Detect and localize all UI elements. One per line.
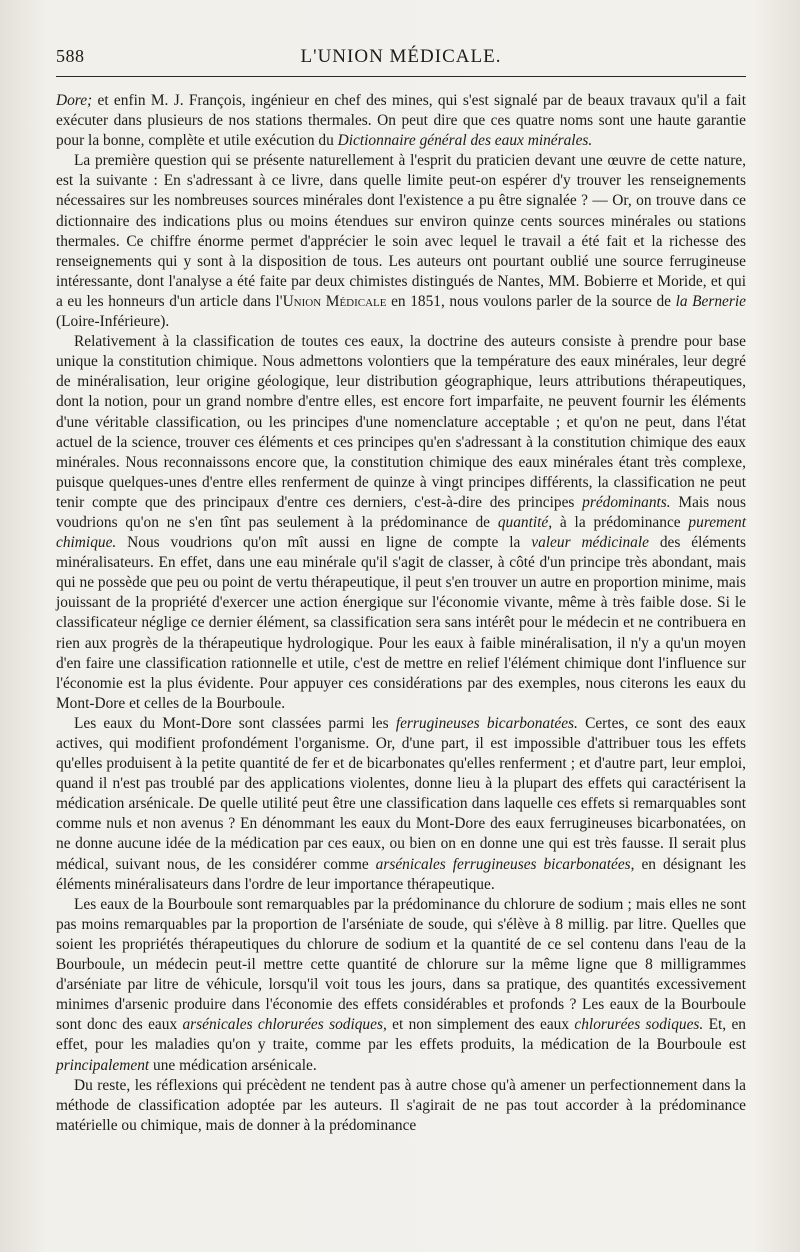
text-run: La première question qui se présente naturellement à l'esprit du praticien devant une œuvre de cette nature, est la suivante : En s'adressant à ce livre, dans quelle limite peut-on espérer d'y trouver les renseignements nécessaires sur les nombreuses sources minérales dont l'existence a pu être signalée ? — Or, on trouve dans ce dictionnaire des indications plus ou moins étendues sur environ quinze cents sources minérales ou stations thermales. Ce chiffre énorme permet d'apprécier le soin avec lequel le travail a été fait et la richesse des renseignements qui y sont à la disposition de tous. Les auteurs ont pourtant oublié une source ferrugineuse intéressante, dont l'analyse a été faite par deux chimistes distingués de Nantes, MM. Bobierre et Moride, et qui a eu les honneurs d'un article dans l' xyxy=(56,152,746,310)
text-run: et enfin M. J. François, ingénieur en chef des mines, qui s'est signalé par de beaux travaux qu'il a fait exécuter dans plusieurs de nos stations thermales. On peut dire que ces quatre noms sont une haute garantie pour la bonne, complète et utile exécution du xyxy=(56,92,746,150)
small-caps-text: Union Médicale xyxy=(282,292,387,310)
italic-text: la Bernerie xyxy=(675,292,746,310)
italic-text: Dictionnaire général des eaux minérales. xyxy=(337,132,593,150)
paragraph xyxy=(56,151,746,332)
text-run: Les eaux du Mont-Dore sont classées parmi les xyxy=(74,714,396,732)
text-run: à la prédominance xyxy=(552,513,689,531)
italic-text: principalement xyxy=(56,1056,150,1074)
italic-text: quantité, xyxy=(497,513,553,531)
italic-text: ferrugineuses bicarbonatées. xyxy=(395,714,578,732)
text-run: Du reste, les réflexions qui précèdent ne tendent pas à autre chose qu'à amener un perfectionnement dans la méthode de classification adoptée par les auteurs. Il s'agirait de ne pas tout accorder à la prédominance matérielle ou chimique, mais de donner à la prédominance xyxy=(56,1076,746,1134)
italic-text: arsénicales chlorurées sodiques, xyxy=(182,1016,387,1034)
text-run: Certes, ce sont des eaux actives, qui modifient profondément l'organisme. Or, d'une part, il est impossible d'attribuer tous les effets qu'elles produisent à la petite quantité de fer et de bicarbonates qu'elles renferment ; et d'autre part, leur emploi, quand il n'est pas troublé par des applications violentes, donne lieu à la plupart des effets qui caractérisent la médication arsénicale. De quelle utilité peut être une classification dans laquelle ces effets si remarquables sont comme nuls et non avenus ? En dénommant les eaux du Mont-Dore des eaux ferrugineuses bicarbonatées, on ne donne aucune idée de la médication par ces eaux, ou bien on en donne une qui est très fausse. Il serait plus médical, suivant nous, de les considérer comme xyxy=(56,714,746,873)
paragraph xyxy=(56,91,746,151)
text-run: et non simplement des eaux xyxy=(386,1016,575,1034)
italic-text: Dore; xyxy=(56,92,93,109)
text-run: (Loire-Inférieure). xyxy=(56,313,170,331)
paragraph xyxy=(56,895,746,1076)
text-run: Mais nous voudrions qu'on ne s'en tînt pas seulement à la prédominance de xyxy=(56,493,746,531)
text-run: Les eaux de la Bourboule sont remarquables par la prédominance du chlorure de sodium ; mais elles ne sont pas moins remarquables par la proportion de l'arséniate de soude, qui s'élève à 8 millig. par litre. Quelles que soient les propriétés thérapeutiques du chlorure de sodium et la quantité de ce sel contenu dans l'eau de la Bourboule, un médecin peut-il mettre cette quantité de chlorure sur la même ligne que 8 milligrammes d'arséniate par litre de véhicule, lorsqu'il voit tous les jours, dans sa pratique, des quantités excessivement minimes d'arsenic produire dans l'économie des effets considérables et profonds ? Les eaux de la Bourboule sont donc des eaux xyxy=(56,895,746,1034)
italic-text: valeur médicinale xyxy=(531,534,649,552)
text-run: Et, en effet, pour les maladies qu'on y traite, comme par les effets produits, la médication de la Bourboule est xyxy=(56,1016,746,1054)
text-run: des éléments minéralisateurs. En effet, dans une eau minérale qu'il s'agit de classer, à côté d'un principe très abondant, mais qui ne possède que peu ou point de vertu thérapeutique, il peut s'en trouver un autre en proportion minime, mais jouissant de la propriété d'exercer une action énergique sur l'économie vivante, même à très faible dose. Si le classificateur néglige ce dernier élément, sa classification sera sans intérêt pour le médecin et ne contribuera en rien aux progrès de la thérapeutique hydrologique. Pour les eaux à faible minéralisation, il n'y a qu'un moyen d'en faire une classification rationnelle et utile, c'est de mettre en relief l'élément chimique dont l'influence sur l'économie est la plus évidente. Pour appuyer ces considérations par des exemples, nous citerons les eaux du Mont-Dore et celles de la Bourboule. xyxy=(56,534,746,712)
running-title: L'UNION MÉDICALE. xyxy=(300,46,502,67)
italic-text: purement chimique. xyxy=(56,513,746,552)
italic-text: chlorurées sodiques. xyxy=(574,1016,704,1034)
paragraph xyxy=(56,714,746,895)
text-run: une médication arsénicale. xyxy=(149,1056,317,1074)
page-number: 588 xyxy=(56,46,85,66)
text-run: , en désignant les éléments minéralisateurs dans l'ordre de leur importance thérapeutique. xyxy=(56,855,746,893)
body-text xyxy=(56,91,746,1136)
paragraph xyxy=(56,1076,746,1136)
italic-text: arsénicales ferrugineuses bicarbonatées xyxy=(375,855,631,873)
text-run: Nous voudrions qu'on mît aussi en ligne de compte la xyxy=(116,534,532,552)
italic-text: prédominants. xyxy=(582,493,671,511)
text-run: en 1851, nous voulons parler de la source de xyxy=(386,292,676,310)
page-header xyxy=(56,44,746,72)
header-rule xyxy=(56,76,746,77)
paragraph xyxy=(56,332,746,714)
text-run: Relativement à la classification de toutes ces eaux, la doctrine des auteurs consiste à prendre pour base unique la constitution chimique. Nous admettons volontiers que la température des eaux minérales, leur degré de minéralisation, leur origine géologique, leur distribution géographique, leurs attributions thérapeutiques, dont la notion, pour un grand nombre d'entre elles, est encore fort imparfaite, ne peuvent fournir les éléments d'une véritable classification, ou les principes d'une nomenclature acceptable ; et qu'on ne peut, dans l'état actuel de la science, trouver ces éléments et ces principes qu'en s'adressant à la constitution chimique des eaux minérales. Nous reconnaissons encore que, la constitution chimique des eaux minérales étant très complexe, puisque quelques-unes d'entre elles renferment de quinze à vingt principes différents, la classification ne peut tenir compte que des principaux d'entre ces derniers, c'est-à-dire des principes xyxy=(56,333,746,511)
